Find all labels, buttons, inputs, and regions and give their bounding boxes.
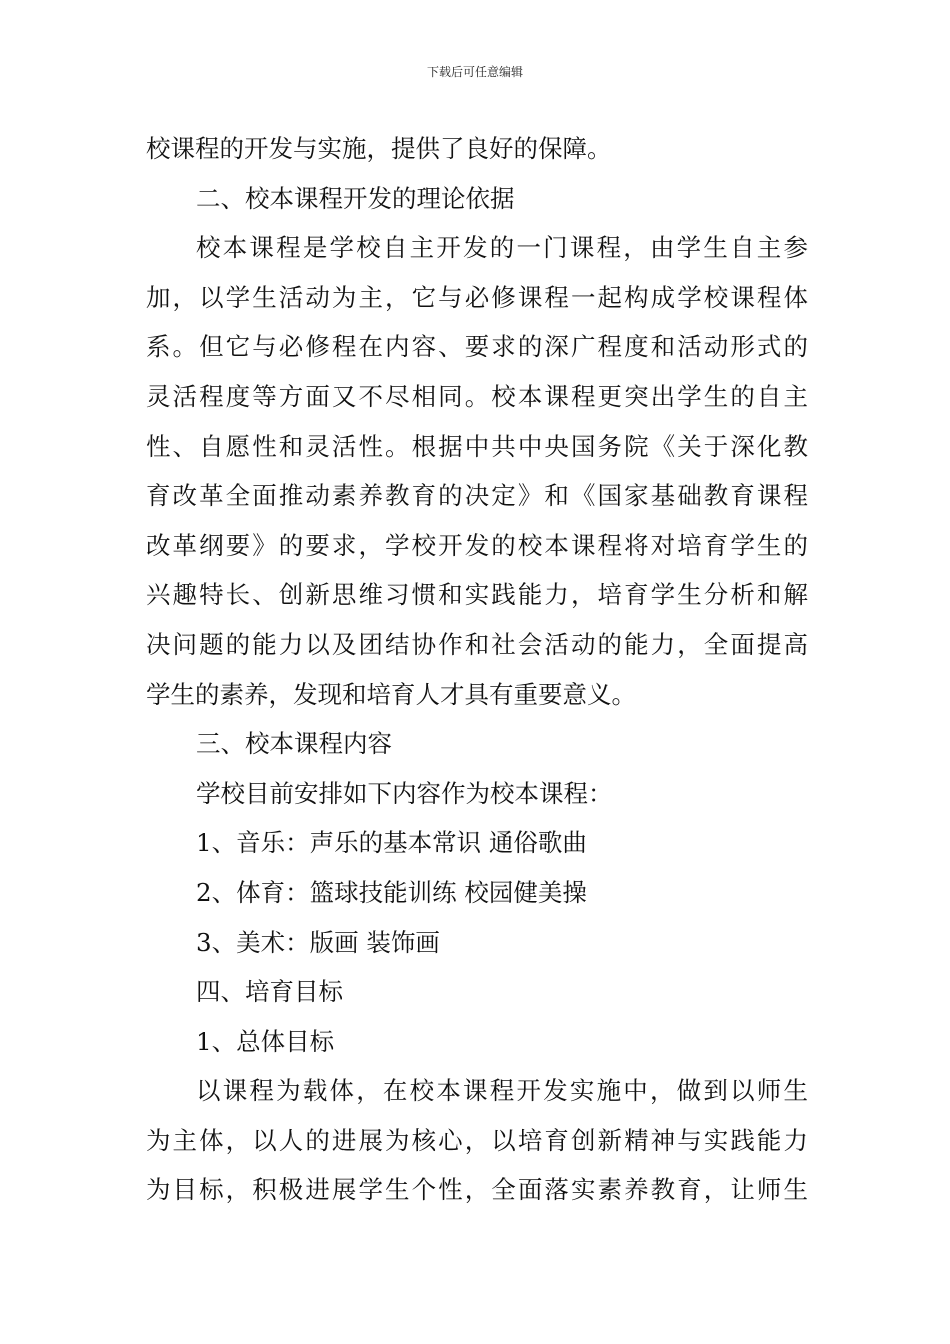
text-line: 性、自愿性和灵活性。根据中共中央国务院《关于深化教 [146, 431, 808, 461]
text-line: 二、校本课程开发的理论依据 [196, 183, 515, 213]
document-body [146, 124, 808, 1215]
text-line: 为目标，积极进展学生个性，全面落实素养教育，让师生 [146, 1175, 808, 1205]
text-line: 改革纲要》的要求，学校开发的校本课程将对培育学生的 [146, 530, 808, 560]
text-line: 1、音乐：声乐的基本常识 通俗歌曲 [196, 828, 587, 858]
text-line: 加，以学生活动为主，它与必修课程一起构成学校课程体 [146, 282, 808, 312]
text-line: 系。但它与必修程在内容、要求的深广程度和活动形式的 [146, 332, 808, 362]
text-line: 育改革全面推动素养教育的决定》和《国家基础教育课程 [146, 481, 808, 511]
text-line: 学校目前安排如下内容作为校本课程： [196, 778, 613, 808]
text-line: 决问题的能力以及团结协作和社会活动的能力，全面提高 [146, 629, 808, 659]
text-line: 校本课程是学校自主开发的一门课程，由学生自主参 [196, 233, 808, 263]
text-line: 学生的素养，发现和培育人才具有重要意义。 [146, 679, 636, 709]
text-line: 三、校本课程内容 [196, 729, 392, 759]
page-header: 下载后可任意编辑 [426, 65, 523, 79]
text-line: 四、培育目标 [196, 977, 343, 1007]
text-line: 3、美术：版画 装饰画 [196, 927, 440, 957]
text-line: 以课程为载体，在校本课程开发实施中，做到以师生 [196, 1076, 808, 1106]
text-line: 1、总体目标 [196, 1026, 335, 1056]
text-line: 灵活程度等方面又不尽相同。校本课程更突出学生的自主 [146, 381, 808, 411]
text-line: 2、体育：篮球技能训练 校园健美操 [196, 877, 587, 907]
text-line: 校课程的开发与实施，提供了良好的保障。 [146, 134, 612, 163]
text-line: 为主体，以人的进展为核心，以培育创新精神与实践能力 [146, 1125, 808, 1155]
text-line: 兴趣特长、创新思维习惯和实践能力，培育学生分析和解 [146, 580, 808, 610]
